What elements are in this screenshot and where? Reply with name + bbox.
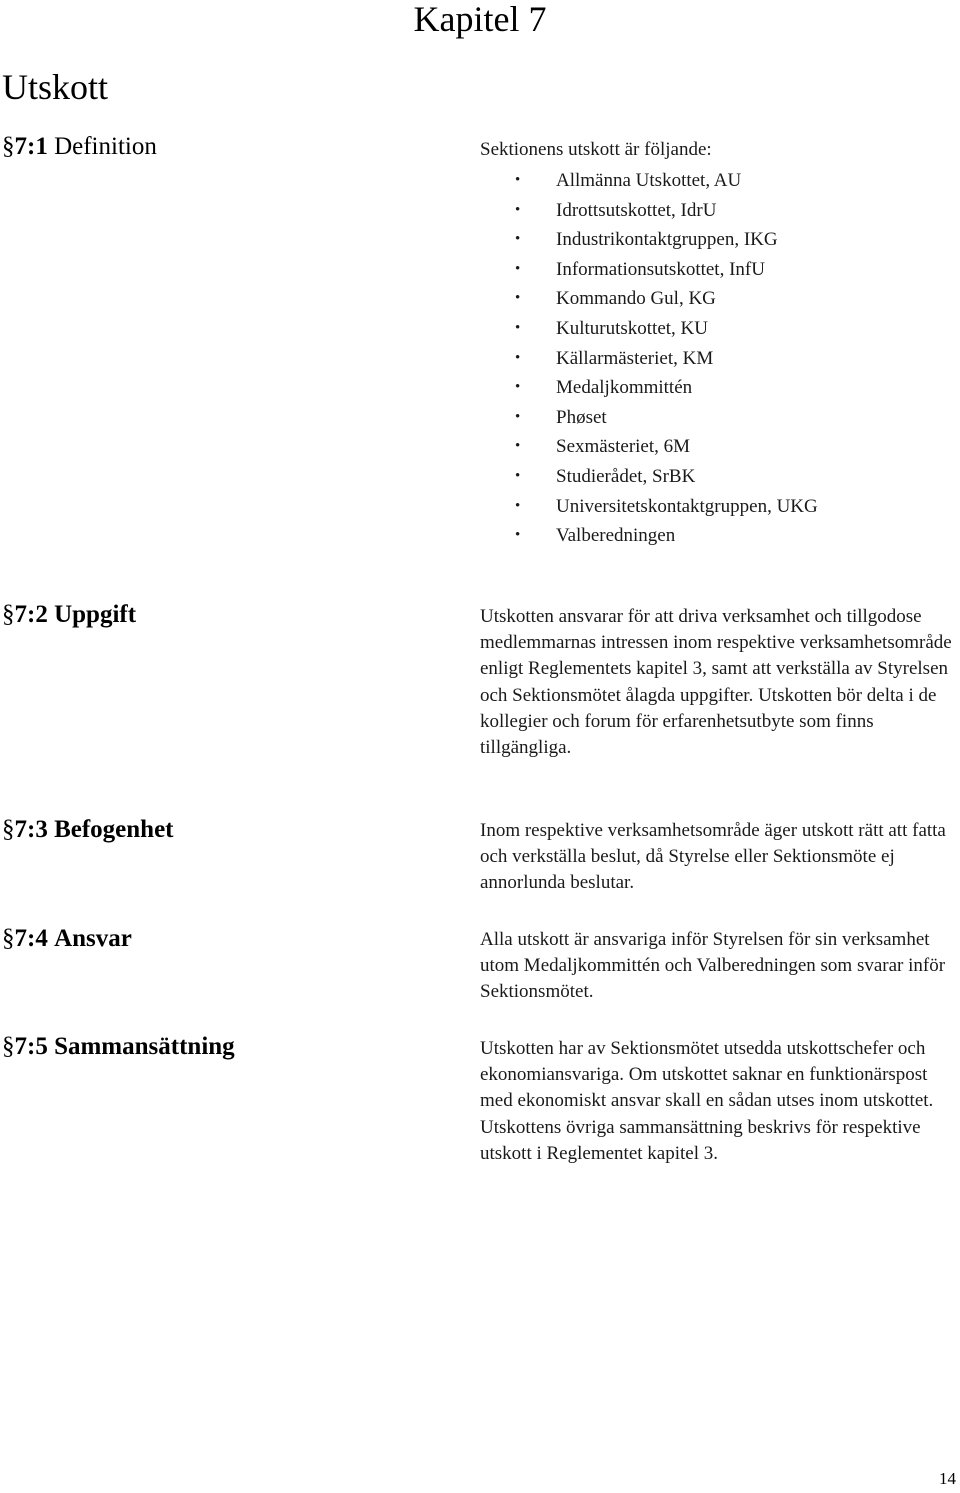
committee-name: Källarmästeriet, KM — [556, 347, 714, 369]
committee-name: Phøset — [556, 406, 607, 428]
bullet-icon: • — [515, 527, 521, 544]
committee-item — [515, 196, 818, 226]
bullet-icon: • — [515, 408, 521, 425]
committee-name: Sexmästeriet, 6M — [556, 436, 691, 458]
definition-intro: Sektionens utskott är följande: — [480, 139, 712, 160]
heading-7-5 — [2, 1032, 235, 1062]
heading-7-3 — [2, 815, 174, 845]
committee-name: Informationsutskottet, InfU — [556, 258, 765, 280]
section-symbol: § — [2, 133, 15, 160]
section-symbol: § — [2, 1033, 15, 1060]
committee-name: Universitetskontaktgruppen, UKG — [556, 495, 818, 517]
committee-name: Kulturutskottet, KU — [556, 317, 708, 339]
committee-item — [515, 225, 818, 255]
committee-item — [515, 255, 818, 285]
committee-item — [515, 521, 818, 551]
bullet-icon: • — [515, 290, 521, 307]
page-number: 14 — [939, 1469, 956, 1488]
bullet-icon: • — [515, 172, 521, 188]
chapter-title: Kapitel 7 — [413, 0, 547, 39]
bullet-icon: • — [515, 497, 521, 514]
committee-item — [515, 492, 818, 522]
committee-item — [515, 166, 818, 196]
committee-name: Kommando Gul, KG — [556, 288, 716, 310]
committee-item — [515, 284, 818, 314]
committee-name: Industrikontaktgruppen, IKG — [556, 229, 778, 251]
heading-7-4 — [2, 924, 132, 954]
committee-name: Medaljkommittén — [556, 377, 693, 399]
bullet-icon: • — [515, 349, 521, 366]
section-symbol: § — [2, 601, 15, 628]
committee-item — [515, 373, 818, 403]
section-text-7-2: Utskotten ansvarar för att driva verksamhet och tillgodose medlemmarnas intressen inom respektive verksamhetsområde enligt Reglementets kapitel 3, samt att verkställa av Styrelsen och Sektionsmötet ålagda uppgifter. Utskotten bör delta i de kollegier och forum för erfarenhetsutbyte som finns tillgängliga. — [480, 606, 952, 759]
bullet-icon: • — [515, 438, 521, 455]
committee-item — [515, 344, 818, 374]
heading-number: 7:3 — [14, 816, 48, 843]
heading-7-2 — [2, 600, 136, 630]
heading-number: 7:2 — [14, 601, 48, 628]
committee-item — [515, 432, 818, 462]
committee-list — [515, 166, 818, 551]
committee-name: Valberedningen — [556, 525, 676, 547]
heading-7-1 — [2, 132, 157, 162]
committee-name: Allmänna Utskottet, AU — [556, 170, 742, 191]
section-title: Utskott — [2, 67, 109, 107]
heading-number: 7:1 — [14, 133, 48, 160]
bullet-icon: • — [515, 379, 521, 396]
bullet-icon: • — [515, 319, 521, 336]
section-symbol: § — [2, 925, 15, 952]
bullet-icon: • — [515, 467, 521, 484]
heading-text: Definition — [54, 133, 157, 160]
section-text-7-3: Inom respektive verksamhetsområde äger utskott rätt att fatta och verkställa beslut, då Styrelse eller Sektionsmöte ej annorlunda beslutar. — [480, 820, 946, 894]
bullet-icon: • — [515, 260, 521, 277]
heading-text: Ansvar — [54, 925, 132, 952]
section-text-7-4: Alla utskott är ansvariga inför Styrelsen för sin verksamhet utom Medaljkommittén och Valberedningen som svarar inför Sektionsmötet. — [480, 929, 946, 1003]
heading-number: 7:5 — [14, 1033, 48, 1060]
bullet-icon: • — [515, 231, 521, 248]
heading-text: Uppgift — [54, 601, 137, 628]
committee-name: Studierådet, SrBK — [556, 465, 696, 487]
heading-text: Befogenhet — [54, 816, 174, 843]
section-text-7-5: Utskotten har av Sektionsmötet utsedda utskottschefer och ekonomiansvariga. Om utskottet saknar en funktionärspost med ekonomiskt ansvar skall en sådan utses inom utskottet. Utskottens övriga sammansättning beskrivs för respektive utskott i Reglementet kapitel 3. — [480, 1038, 934, 1164]
section-symbol: § — [2, 816, 15, 843]
committee-item — [515, 314, 818, 344]
heading-text: Sammansättning — [54, 1033, 235, 1060]
bullet-icon: • — [515, 201, 521, 218]
committee-item — [515, 403, 818, 433]
committee-name: Idrottsutskottet, IdrU — [556, 199, 717, 221]
committee-item — [515, 462, 818, 492]
heading-number: 7:4 — [14, 925, 48, 952]
